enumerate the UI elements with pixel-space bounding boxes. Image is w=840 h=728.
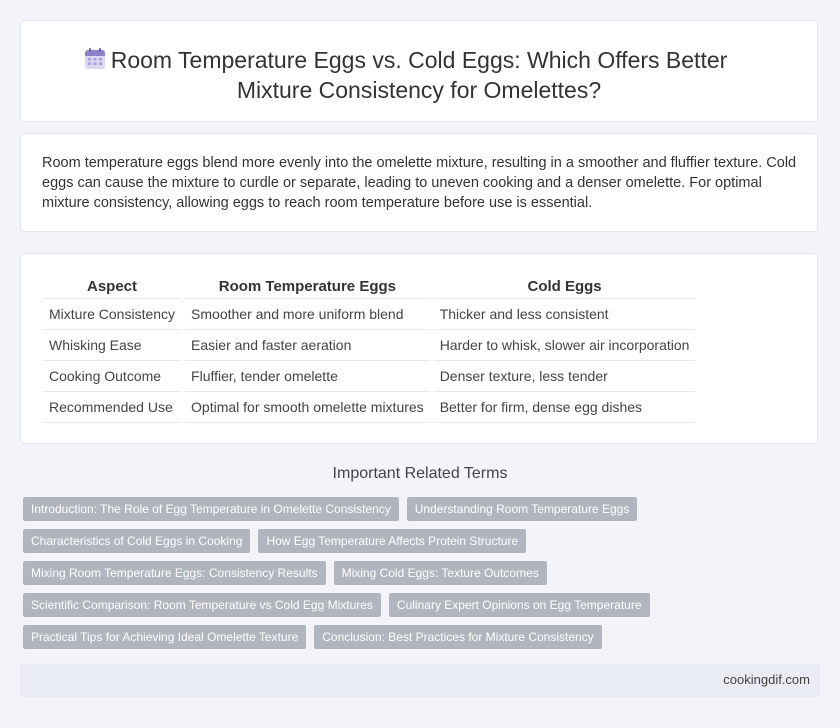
table-cell: Whisking Ease (43, 330, 181, 361)
related-term-tag[interactable]: Understanding Room Temperature Eggs (407, 497, 638, 521)
table-cell: Smoother and more uniform blend (185, 299, 430, 330)
comparison-card (20, 253, 818, 444)
page-title-line-2: Mixture Consistency for Omelettes? (236, 77, 602, 103)
table-row (43, 392, 695, 423)
related-terms-title: Important Related Terms (332, 465, 508, 482)
table-cell: Denser texture, less tender (434, 361, 696, 392)
related-term-tag[interactable]: Mixing Room Temperature Eggs: Consistency Results (23, 561, 326, 585)
table-cell: Recommended Use (43, 392, 181, 423)
table-header-row (43, 276, 695, 299)
table-cell: Mixture Consistency (43, 299, 181, 330)
header-card (20, 20, 818, 122)
table-cell: Thicker and less consistent (434, 299, 696, 330)
page-title-line-1: Room Temperature Eggs vs. Cold Eggs: Which Offers Better (110, 47, 728, 73)
site-link[interactable]: cookingdif.com (723, 672, 810, 687)
table-row (43, 361, 695, 392)
column-header-aspect: Aspect (43, 276, 181, 299)
table-cell: Better for firm, dense egg dishes (434, 392, 696, 423)
table-row (43, 330, 695, 361)
page-title (21, 45, 817, 105)
footer (20, 664, 820, 697)
table-row (43, 299, 695, 330)
related-term-tag[interactable]: Introduction: The Role of Egg Temperature in Omelette Consistency (23, 497, 399, 521)
comparison-table (43, 276, 695, 423)
related-term-tag[interactable]: Culinary Expert Opinions on Egg Temperature (389, 593, 650, 617)
related-term-tag[interactable]: Characteristics of Cold Eggs in Cooking (23, 529, 250, 553)
table-cell: Harder to whisk, slower air incorporation (434, 330, 696, 361)
intro-text: Room temperature eggs blend more evenly into the omelette mixture, resulting in a smoother and fluffier texture. Cold eggs can cause the mixture to curdle or separate, leading to uneven cooking and a denser omelette. For optimal mixture consistency, allowing eggs to reach room temperature before use is essential. (42, 155, 797, 211)
column-header-room-temperature: Room Temperature Eggs (185, 276, 430, 299)
table-cell: Fluffier, tender omelette (185, 361, 430, 392)
column-header-cold: Cold Eggs (434, 276, 696, 299)
related-term-tag[interactable]: Conclusion: Best Practices for Mixture Consistency (314, 625, 601, 649)
related-term-tag[interactable]: Mixing Cold Eggs: Texture Outcomes (334, 561, 547, 585)
table-cell: Easier and faster aeration (185, 330, 430, 361)
related-term-tag[interactable]: Scientific Comparison: Room Temperature vs Cold Egg Mixtures (23, 593, 381, 617)
intro-card (20, 133, 818, 232)
table-cell: Cooking Outcome (43, 361, 181, 392)
related-term-tag[interactable]: How Egg Temperature Affects Protein Structure (258, 529, 526, 553)
related-term-tag[interactable]: Practical Tips for Achieving Ideal Omelette Texture (23, 625, 306, 649)
table-cell: Optimal for smooth omelette mixtures (185, 392, 430, 423)
related-terms-list (23, 497, 823, 657)
